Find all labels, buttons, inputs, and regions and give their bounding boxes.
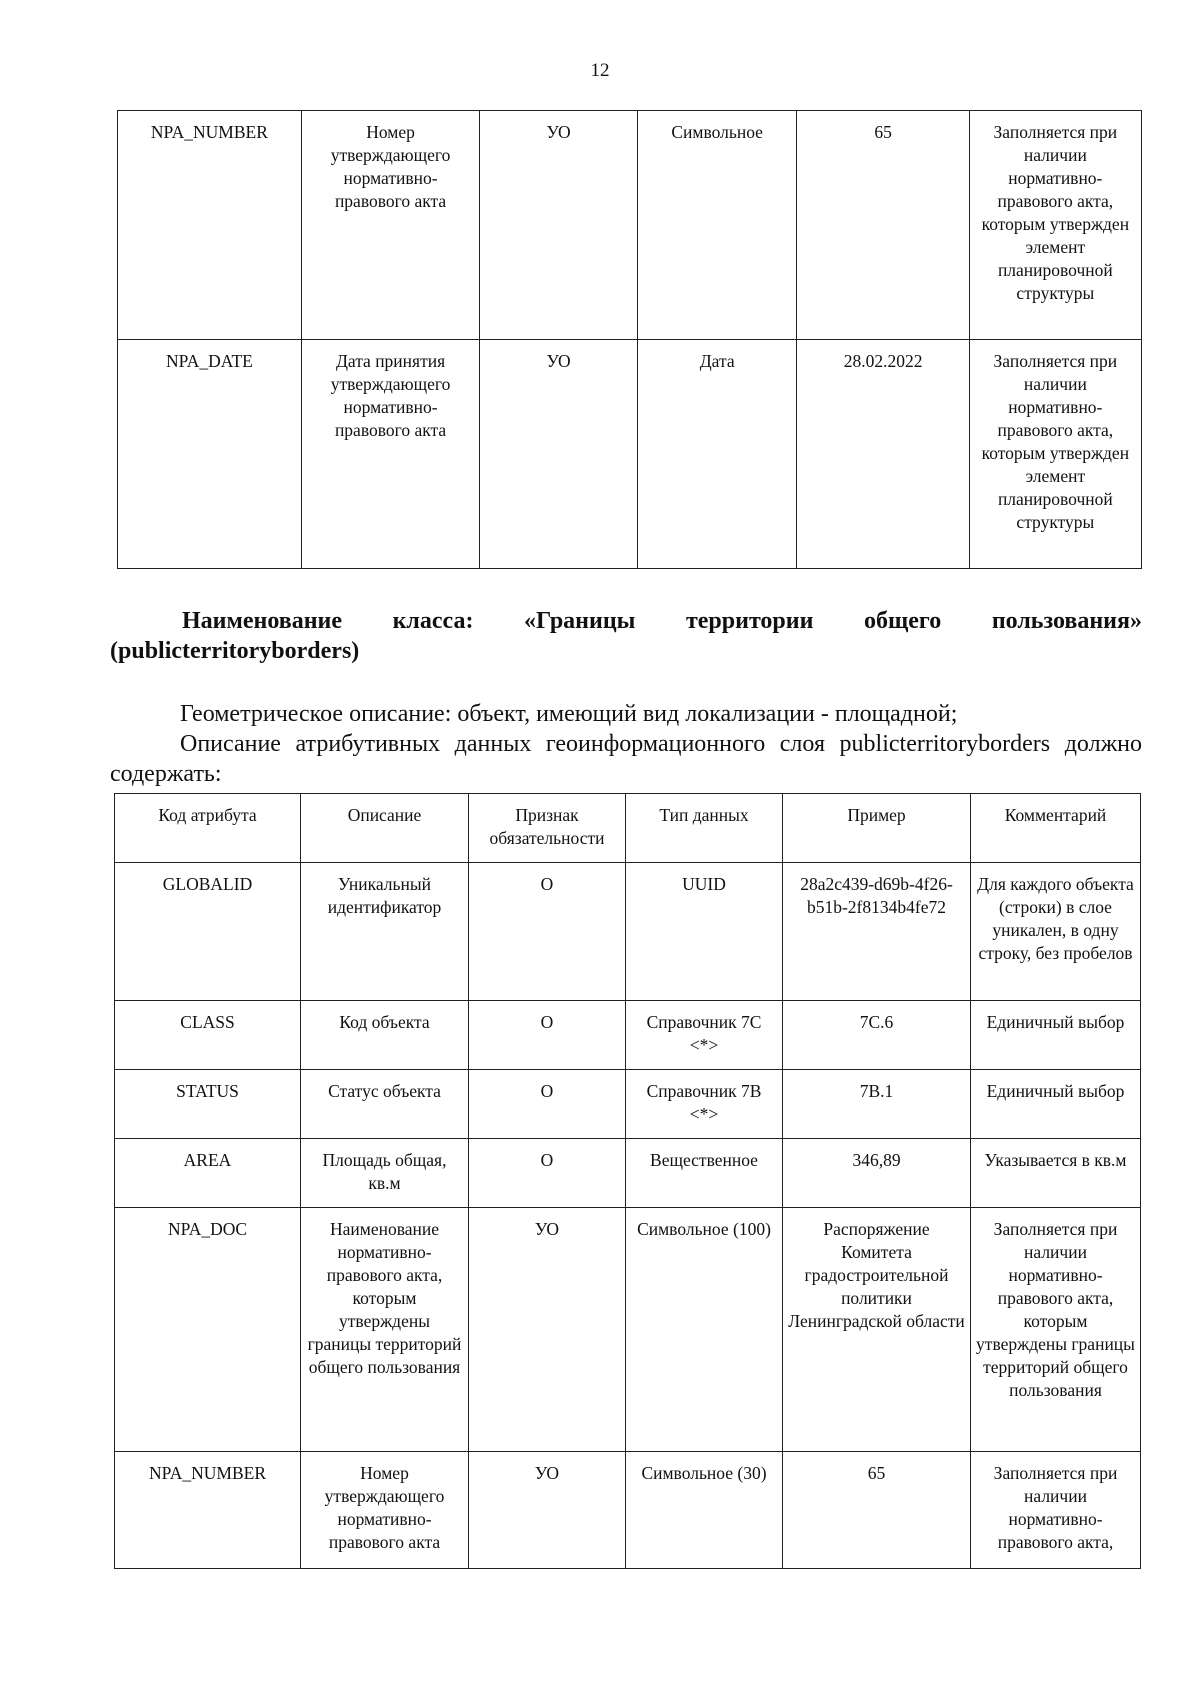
cell-required: О <box>469 1001 626 1070</box>
header-data-type: Тип данных <box>626 794 783 863</box>
table-header-row <box>115 794 1141 863</box>
cell-description: Площадь общая, кв.м <box>301 1139 469 1208</box>
cell-attr-code: GLOBALID <box>115 863 301 1001</box>
table-row <box>118 340 1142 569</box>
table-row <box>115 1001 1141 1070</box>
header-required: Признак обязательности <box>469 794 626 863</box>
header-description: Описание <box>301 794 469 863</box>
cell-description: Номер утверждающего нормативно-правового акта <box>301 111 480 340</box>
cell-attr-code: NPA_NUMBER <box>115 1452 301 1569</box>
cell-required: УО <box>469 1452 626 1569</box>
cell-attr-code: STATUS <box>115 1070 301 1139</box>
cell-description: Дата принятия утверждающего нормативно-правового акта <box>301 340 480 569</box>
table-row <box>118 111 1142 340</box>
cell-description: Статус объекта <box>301 1070 469 1139</box>
cell-example: 7В.1 <box>783 1070 971 1139</box>
cell-example: 65 <box>783 1452 971 1569</box>
cell-data-type: Символьное (100) <box>626 1208 783 1452</box>
cell-required: УО <box>480 111 638 340</box>
cell-comment: Заполняется при наличии нормативно-правового акта, <box>971 1452 1141 1569</box>
table-row <box>115 1139 1141 1208</box>
cell-example: 28.02.2022 <box>797 340 969 569</box>
cell-comment: Для каждого объекта (строки) в слое уникален, в одну строку, без пробелов <box>971 863 1141 1001</box>
cell-description: Уникальный идентификатор <box>301 863 469 1001</box>
header-example: Пример <box>783 794 971 863</box>
cell-attr-code: NPA_DATE <box>118 340 302 569</box>
cell-data-type: Символьное (30) <box>626 1452 783 1569</box>
cell-description: Код объекта <box>301 1001 469 1070</box>
cell-required: УО <box>469 1208 626 1452</box>
table-row <box>115 1070 1141 1139</box>
cell-comment: Заполняется при наличии нормативно-правового акта, которым утверждены границы территорий общего пользования <box>971 1208 1141 1452</box>
cell-data-type: UUID <box>626 863 783 1001</box>
cell-required: О <box>469 1070 626 1139</box>
cell-description: Номер утверждающего нормативно-правового акта <box>301 1452 469 1569</box>
cell-attr-code: AREA <box>115 1139 301 1208</box>
page-number: 12 <box>590 60 610 81</box>
header-comment: Комментарий <box>971 794 1141 863</box>
cell-comment: Единичный выбор <box>971 1001 1141 1070</box>
cell-attr-code: NPA_DOC <box>115 1208 301 1452</box>
cell-required: УО <box>480 340 638 569</box>
cell-comment: Заполняется при наличии нормативно-правового акта, которым утвержден элемент планировочной структуры <box>969 111 1141 340</box>
cell-required: О <box>469 1139 626 1208</box>
geometry-description: Геометрическое описание: объект, имеющий вид локализации - площадной; <box>180 701 958 727</box>
cell-description: Наименование нормативно-правового акта, которым утверждены границы территорий общего пользования <box>301 1208 469 1452</box>
attributes-table <box>114 793 1141 1569</box>
cell-example: Распоряжение Комитета градостроительной политики Ленинградской области <box>783 1208 971 1452</box>
cell-data-type: Символьное <box>637 111 797 340</box>
cell-example: 28a2c439-d69b-4f26-b51b-2f8134b4fe72 <box>783 863 971 1001</box>
table-row <box>115 1208 1141 1452</box>
attributes-table-continued <box>117 110 1142 569</box>
cell-data-type: Справочник 7С <*> <box>626 1001 783 1070</box>
cell-attr-code: NPA_NUMBER <box>118 111 302 340</box>
cell-example: 7С.6 <box>783 1001 971 1070</box>
cell-comment: Указывается в кв.м <box>971 1139 1141 1208</box>
class-heading: Наименование класса: «Границы территории общего пользования» (publicterritoryborders) <box>110 608 1142 664</box>
cell-data-type: Дата <box>637 340 797 569</box>
cell-data-type: Вещественное <box>626 1139 783 1208</box>
cell-example: 346,89 <box>783 1139 971 1208</box>
cell-comment: Заполняется при наличии нормативно-правового акта, которым утвержден элемент планировочной структуры <box>969 340 1141 569</box>
cell-data-type: Справочник 7В <*> <box>626 1070 783 1139</box>
attributes-intro: Описание атрибутивных данных геоинформационного слоя publicterritoryborders должно содержать: <box>110 731 1142 787</box>
table-row <box>115 863 1141 1001</box>
table-row <box>115 1452 1141 1569</box>
cell-attr-code: CLASS <box>115 1001 301 1070</box>
cell-required: О <box>469 863 626 1001</box>
header-attr-code: Код атрибута <box>115 794 301 863</box>
cell-comment: Единичный выбор <box>971 1070 1141 1139</box>
cell-example: 65 <box>797 111 969 340</box>
